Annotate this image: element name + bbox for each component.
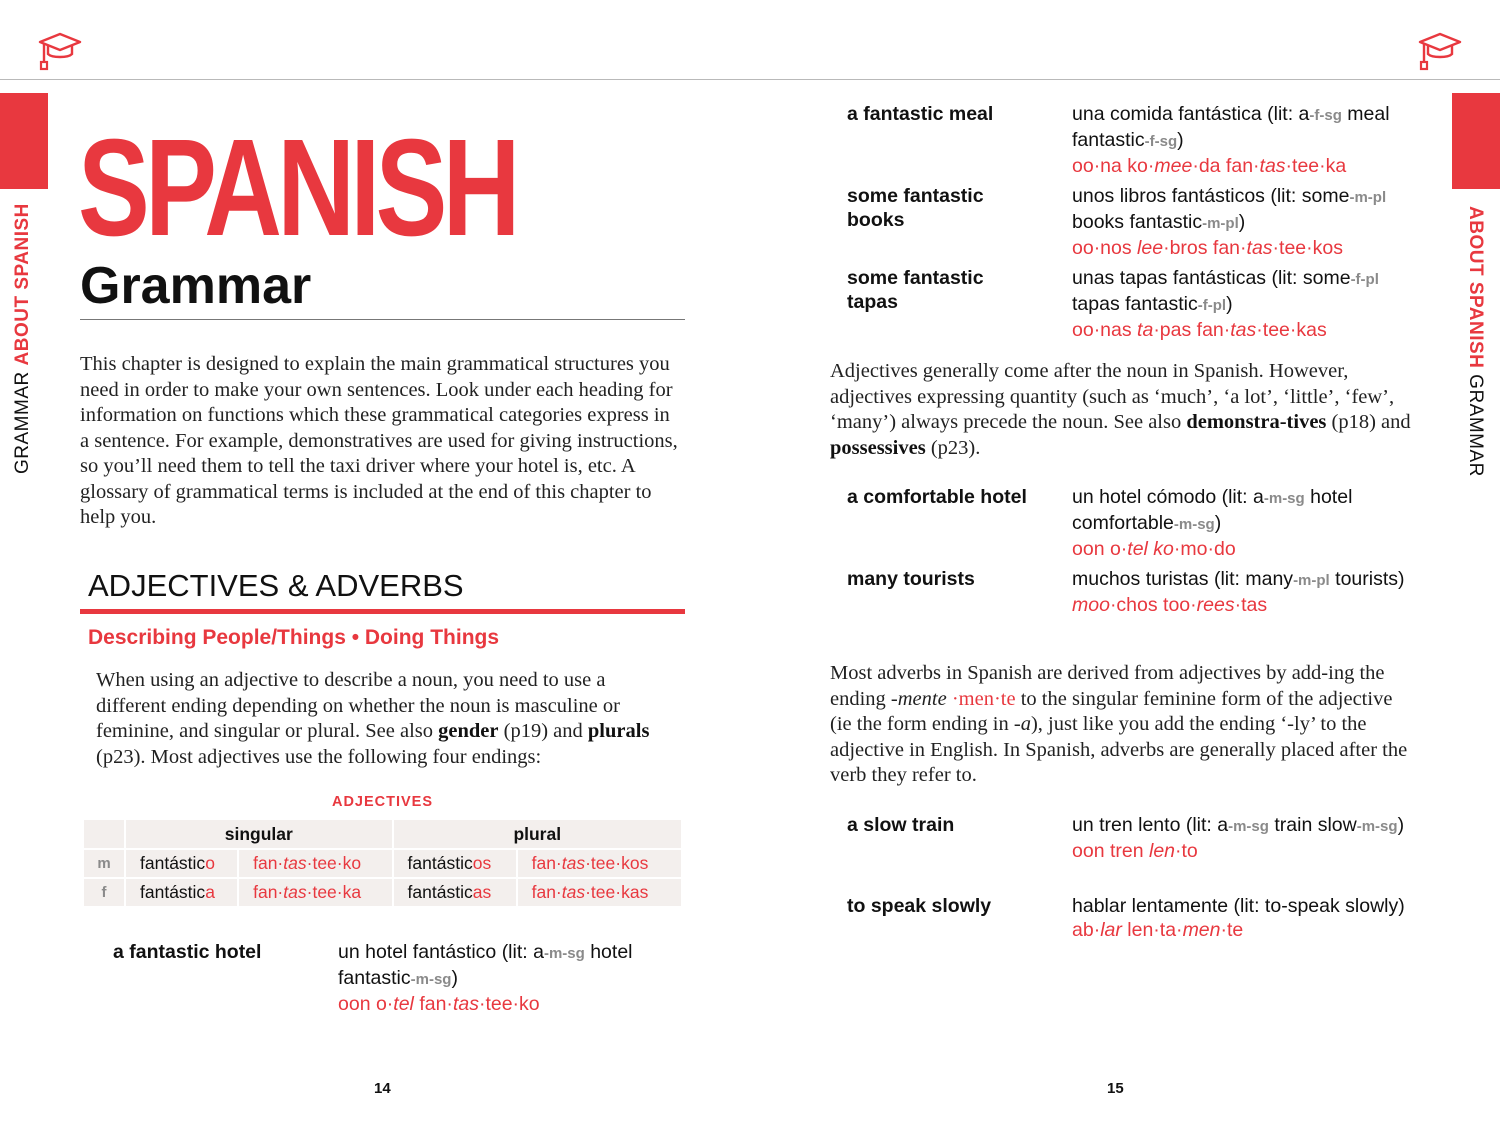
grammar-tag: -f-sg (1309, 107, 1342, 124)
pron-stress: tas (1246, 237, 1273, 259)
grammar-tag: -m-pl (1349, 189, 1387, 206)
pron-part: ·tee·kos (585, 853, 649, 873)
graduation-cap-icon (36, 28, 82, 72)
adjectives-paragraph (96, 668, 680, 770)
stem-text: fantástic (140, 882, 206, 902)
left-side-section: GRAMMAR (12, 371, 33, 474)
example-spanish (1072, 813, 1412, 863)
table-corner-cell (84, 820, 124, 848)
example-english: a fantastic meal (847, 103, 994, 125)
para-text: (p18) and (1326, 411, 1411, 433)
pron-part: fan· (531, 882, 562, 902)
example-english: some fantastic tapas (847, 267, 984, 313)
pron-part: oon o· (1072, 538, 1128, 560)
es-text: tourists) (1329, 568, 1405, 590)
es-text: hablar lentamente (lit: to-speak slowly) (1072, 895, 1405, 917)
example-spanish (338, 940, 678, 1016)
ending-italic: -a (1013, 713, 1031, 735)
example-pronunciation (1072, 236, 1412, 260)
example-pronunciation (1072, 537, 1412, 561)
grammar-tag: -m-sg (1173, 516, 1215, 533)
pron-part: fan· (413, 993, 453, 1015)
es-text: unos libros fantásticos (lit: some (1072, 185, 1350, 207)
plural-pronunciation-cell (518, 850, 681, 877)
left-side-chapter: ABOUT SPANISH (12, 203, 33, 366)
example-english: many tourists (847, 568, 975, 590)
singular-pronunciation-cell (239, 879, 391, 906)
stem-text: fantástic (407, 853, 473, 873)
pron-part: ·tas (1234, 594, 1268, 616)
gender-cell: f (84, 879, 124, 906)
para-text: Adjectives generally come after the noun in Spanish. However, adjectives expressing quantity (such as ‘much’, ‘a lot’, ‘little’, ‘few’, ‘many’) always precede the noun. See also (830, 360, 1395, 433)
grammar-tag: -f-pl (1350, 271, 1379, 288)
es-text: ) (1226, 293, 1233, 315)
pron-stress: ta (1137, 319, 1154, 341)
table-row (84, 850, 681, 877)
pron-part: fan· (531, 853, 562, 873)
pron-part: ab· (1072, 919, 1101, 941)
section-title: ADJECTIVES & ADVERBS (88, 568, 464, 603)
es-text: una comida fantástica (lit: a (1072, 103, 1310, 125)
pron-stress: tas (561, 882, 586, 902)
es-text: un hotel cómodo (lit: a (1072, 486, 1264, 508)
header-rule (0, 79, 1500, 80)
suffix-pronunciation (947, 688, 1016, 710)
table-header-row (84, 820, 681, 848)
es-text: ) (1214, 512, 1222, 534)
example-spanish (1072, 102, 1412, 178)
para-text: (p23). Most adjectives use the following four endings: (96, 745, 542, 768)
pron-part: ·tee·kas (585, 882, 649, 902)
pron-stress: len (1148, 840, 1176, 862)
table-row (84, 879, 681, 906)
page-subtitle: Grammar (80, 257, 312, 315)
page-title: SPANISH (78, 111, 516, 265)
table-caption: ADJECTIVES (331, 794, 434, 810)
example-spanish (1072, 184, 1412, 260)
pron-part: ·tee·ka (306, 882, 362, 902)
table-header-plural: plural (394, 820, 681, 848)
pron-stress: tas (283, 853, 307, 873)
pron-stress: rees (1196, 594, 1235, 616)
pron-part: ·tee·kos (1272, 237, 1343, 259)
example-pronunciation (1072, 318, 1412, 342)
plural-pronunciation-cell (518, 879, 681, 906)
section-subtitle: Describing People/Things • Doing Things (88, 626, 500, 649)
suffix-italic: -mente (890, 687, 947, 710)
es-text: ) (1397, 814, 1405, 836)
pron-stress: tel ko (1127, 538, 1174, 560)
pron-stress: moo (1072, 594, 1110, 616)
ending-text: o (205, 853, 215, 873)
es-text: meal fantastic (1072, 103, 1390, 151)
pron-stress: tas (283, 882, 307, 902)
pron-stress: tel (393, 993, 414, 1015)
plural-form-cell (394, 850, 516, 877)
example-pronunciation (1072, 839, 1412, 863)
right-side-section: GRAMMAR (1465, 374, 1486, 477)
pron-stress: lee (1137, 237, 1164, 259)
para-text: (p19) and (498, 720, 588, 742)
para-text: When using an adjective to describe a noun, you need to use a different ending depending on whether the noun is masculine or feminine, and singular or plural. See also (96, 669, 620, 742)
pron-part: ·pas fan· (1153, 319, 1231, 341)
grammar-tag: -f-sg (1144, 133, 1178, 150)
ending-text: as (472, 882, 492, 902)
gender-cell: m (84, 850, 124, 877)
graduation-cap-icon (1416, 28, 1462, 72)
es-text: ) (1177, 129, 1184, 151)
right-side-chapter: ABOUT SPANISH (1465, 206, 1486, 369)
para-text: Most adverbs in Spanish are derived from adjectives by add-ing the ending (830, 662, 1385, 710)
es-text: ) (451, 967, 458, 989)
section-divider (80, 609, 685, 614)
page-number-right: 15 (1107, 1080, 1124, 1097)
pron-part: ·te (1220, 919, 1244, 941)
plural-form-cell (394, 879, 516, 906)
pron-part: ·men·te (946, 687, 1016, 710)
ending-text: os (472, 853, 492, 873)
pron-part: oo·nos (1072, 237, 1138, 259)
grammar-tag: -m-sg (1356, 818, 1398, 835)
pron-stress: mee (1154, 155, 1193, 177)
pron-part: ·bros fan· (1163, 237, 1247, 259)
es-text: ) (1238, 211, 1246, 233)
example-english: to speak slowly (847, 895, 992, 917)
stem-text: fantástic (407, 882, 473, 902)
para-text: (p23). (925, 436, 981, 459)
pron-stress: tas (1259, 155, 1286, 177)
right-side-label (1464, 206, 1486, 477)
example-spanish (1072, 894, 1412, 942)
intro-paragraph: This chapter is designed to explain the main grammatical structures you need in order to make your own sentences. Look under each heading for information on functions which these grammatical categories express in a sentence. For example, demonstratives are used for giving instructions, so you’ll need them to tell the taxi driver where your hotel is, etc. A glossary of grammatical terms is included at the end of this chapter to help you. (80, 353, 678, 528)
es-text: un tren lento (lit: a (1072, 814, 1229, 836)
title-divider (80, 319, 685, 320)
table-header-singular: singular (126, 820, 392, 848)
pron-stress: tas (452, 993, 479, 1015)
pron-part: len·ta· (1121, 919, 1183, 941)
singular-form-cell (126, 850, 237, 877)
pron-part: oo·na ko· (1072, 155, 1155, 177)
example-spanish (1072, 485, 1412, 561)
example-english: a comfortable hotel (847, 486, 1027, 508)
pron-part: ·tee·ka (1285, 155, 1347, 177)
possessives-link-text: possessives (830, 436, 926, 459)
pron-part: ·to (1175, 840, 1198, 862)
es-text: hotel fantastic (338, 941, 633, 989)
pron-stress: lar (1100, 919, 1122, 941)
pron-part: ·tee·ko (306, 853, 362, 873)
pron-part: ·tee·kas (1256, 319, 1327, 341)
stem-text: fantástic (140, 853, 206, 873)
adjectives-table (82, 818, 683, 908)
page-number-left: 14 (374, 1080, 391, 1097)
left-side-label (12, 203, 34, 474)
pron-part: ·mo·do (1173, 538, 1236, 560)
example-pronunciation (1072, 154, 1412, 178)
pron-stress: men (1182, 919, 1221, 941)
pron-part: oon tren (1072, 840, 1149, 862)
es-text: tapas fantastic (1072, 293, 1198, 315)
pron-part: oon o· (338, 993, 394, 1015)
es-text: muchos turistas (lit: many (1072, 568, 1294, 590)
ending-text: a (205, 882, 215, 902)
example-pronunciation (338, 992, 678, 1016)
example-english: a fantastic hotel (113, 941, 262, 963)
grammar-tag: -m-sg (1263, 490, 1305, 507)
example-pronunciation (1072, 593, 1412, 617)
pron-part: oo·nas (1072, 319, 1138, 341)
example-english: some fantastic books (847, 185, 984, 231)
grammar-tag: -m-pl (1202, 215, 1239, 232)
adjective-position-paragraph (830, 359, 1415, 461)
para-text: to the singular feminine form of the adjective (ie the form ending in (830, 687, 1393, 735)
es-text: hotel comfortable (1072, 486, 1353, 534)
pron-part: ·da fan· (1192, 155, 1260, 177)
demonstratives-link-text: demonstra-tives (1186, 411, 1327, 433)
singular-pronunciation-cell (239, 850, 391, 877)
grammar-tag: -f-pl (1197, 297, 1227, 314)
example-english: a slow train (847, 814, 955, 836)
right-red-tab (1452, 93, 1500, 189)
grammar-tag: -m-sg (1228, 818, 1269, 835)
singular-form-cell (126, 879, 237, 906)
es-text: unas tapas fantásticas (lit: some (1072, 267, 1351, 289)
pron-part: fan· (253, 853, 284, 873)
left-red-tab (0, 93, 48, 189)
es-text: train slow (1268, 814, 1357, 836)
pron-stress: tas (561, 853, 586, 873)
es-text: books fantastic (1072, 211, 1203, 233)
example-pronunciation (1072, 918, 1412, 942)
example-spanish (1072, 266, 1412, 342)
example-spanish (1072, 567, 1412, 617)
grammar-tag: -m-pl (1293, 572, 1330, 589)
pron-part: fan· (253, 882, 284, 902)
para-text: ), just like you add the ending ‘-ly’ to the adjective in English. In Spanish, adverbs are generally placed after the verb they refer to. (830, 713, 1408, 786)
plurals-link-text: plurals (587, 720, 650, 742)
grammar-tag: -m-sg (543, 945, 585, 962)
pron-part: ·tee·ko (478, 993, 540, 1015)
pron-stress: tas (1230, 319, 1257, 341)
gender-link-text: gender (438, 720, 499, 742)
adverbs-paragraph (830, 661, 1415, 789)
es-text: un hotel fantástico (lit: a (338, 941, 544, 963)
grammar-tag: -m-sg (410, 971, 452, 988)
pron-part: ·chos too· (1109, 594, 1197, 616)
